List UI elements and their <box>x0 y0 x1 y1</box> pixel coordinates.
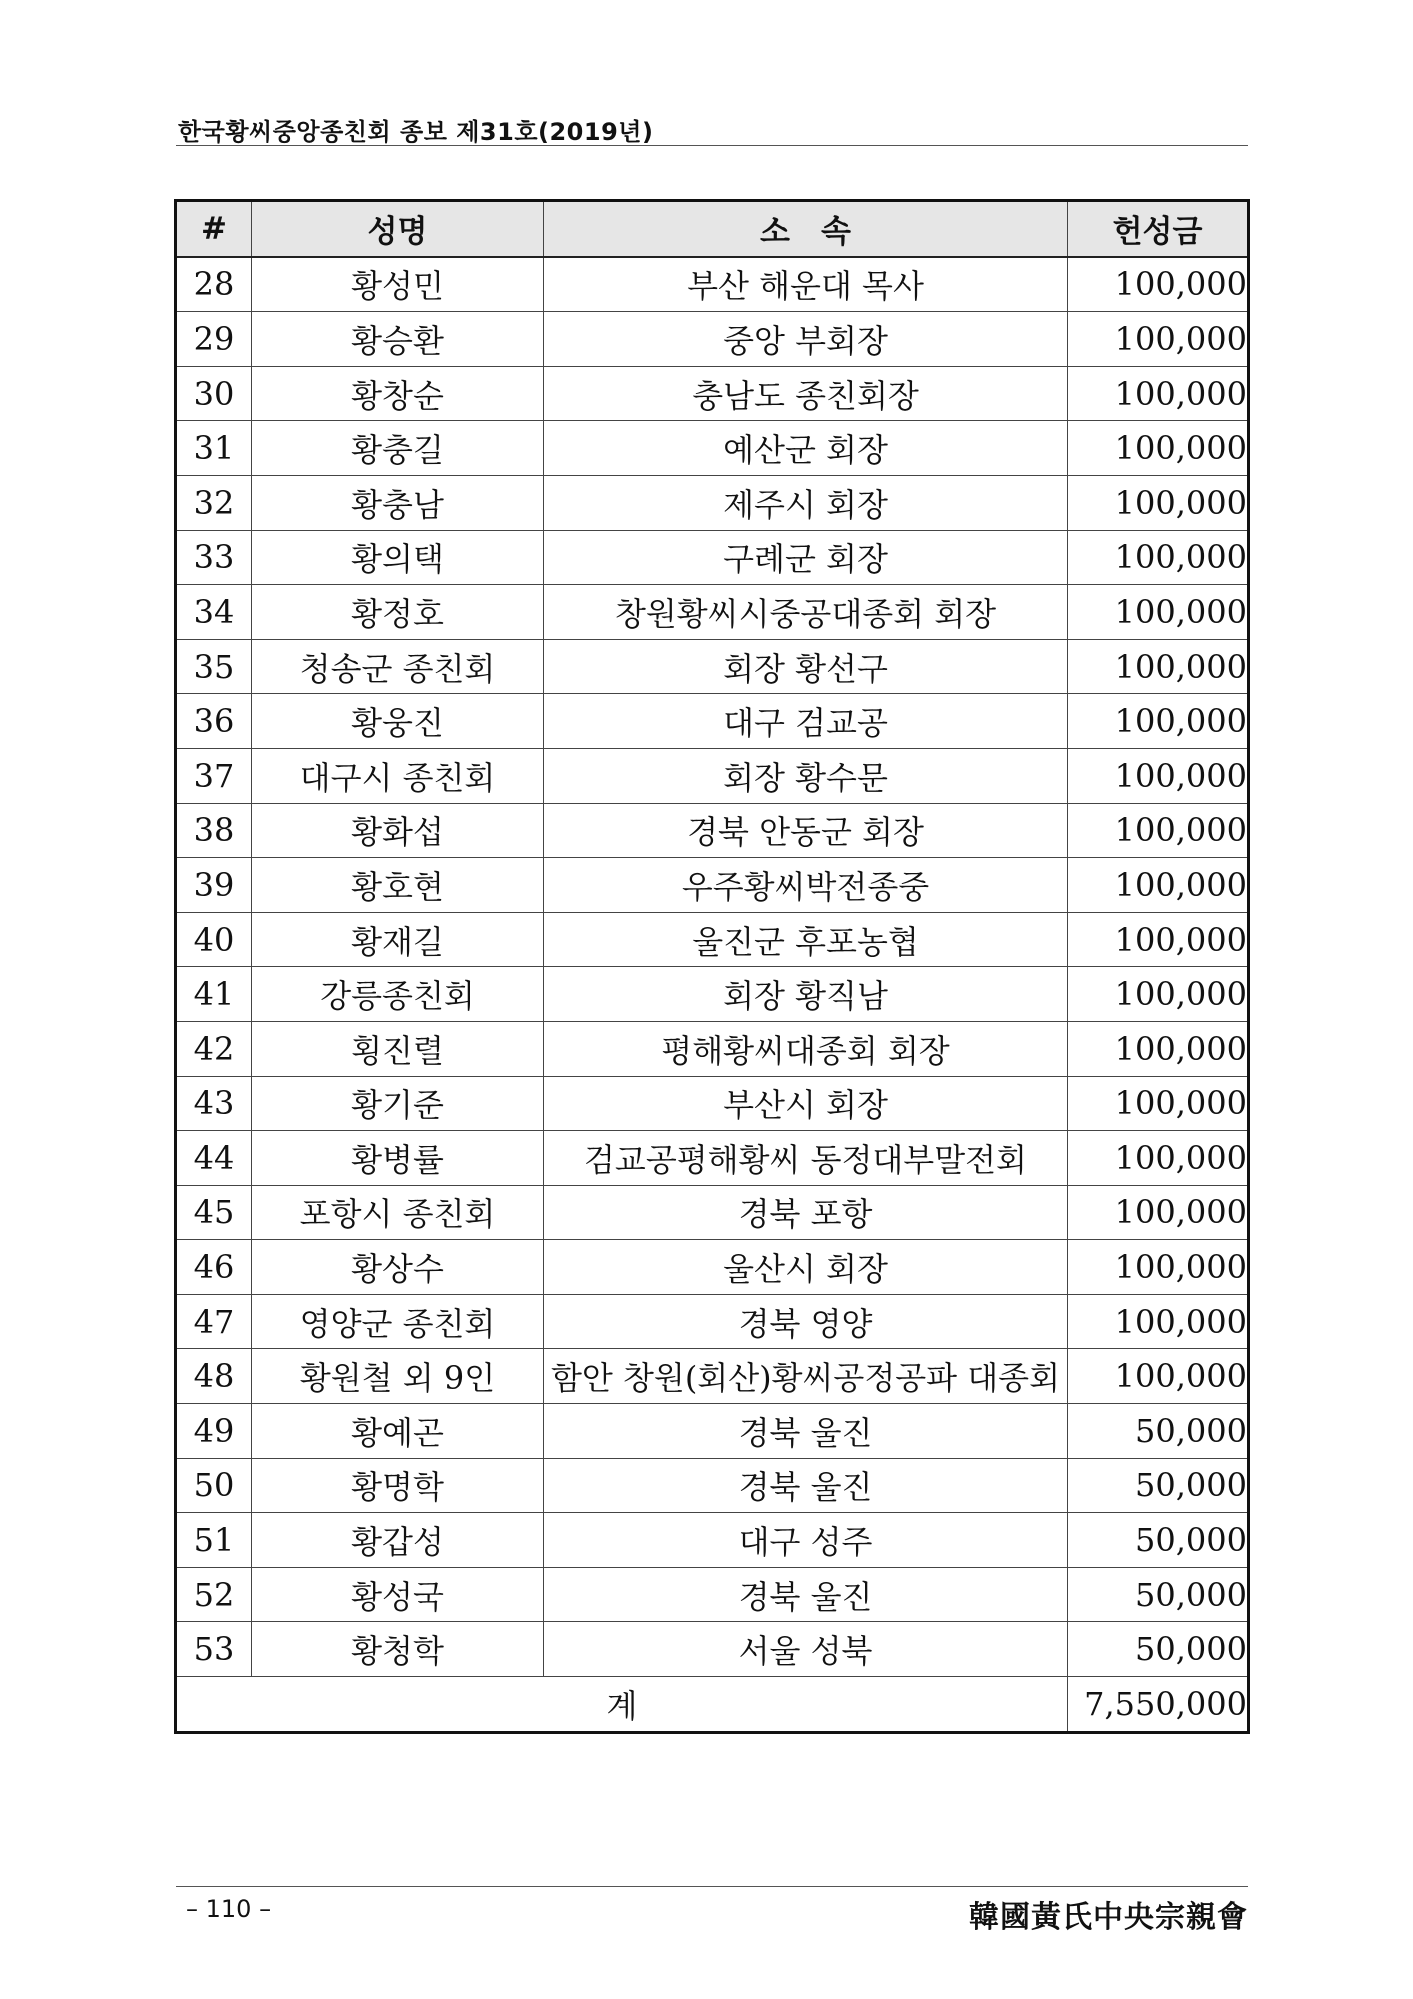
donor-name: 황창순 <box>252 366 544 421</box>
donor-affiliation: 충남도 종친회장 <box>544 366 1068 421</box>
donor-name: 황웅진 <box>252 694 544 749</box>
row-number: 52 <box>176 1567 252 1622</box>
table-row <box>176 530 1249 585</box>
table-row <box>176 1458 1249 1513</box>
donation-amount: 100,000 <box>1068 312 1249 367</box>
table-header-row <box>176 201 1249 257</box>
row-number: 33 <box>176 530 252 585</box>
donation-amount: 100,000 <box>1068 1131 1249 1186</box>
row-number: 37 <box>176 748 252 803</box>
donor-name: 황성국 <box>252 1567 544 1622</box>
donor-name: 포항시 종친회 <box>252 1185 544 1240</box>
table-row <box>176 1076 1249 1131</box>
donor-affiliation: 중앙 부회장 <box>544 312 1068 367</box>
donor-name: 황충남 <box>252 475 544 530</box>
table-row <box>176 639 1249 694</box>
table-row <box>176 366 1249 421</box>
donor-affiliation: 울진군 후포농협 <box>544 912 1068 967</box>
table-row <box>176 1349 1249 1404</box>
column-header-affiliation: 소 속 <box>544 201 1068 257</box>
donor-affiliation: 서울 성북 <box>544 1622 1068 1677</box>
donor-name: 황갑성 <box>252 1513 544 1568</box>
row-number: 34 <box>176 585 252 640</box>
donor-affiliation: 대구 성주 <box>544 1513 1068 1568</box>
row-number: 41 <box>176 967 252 1022</box>
donor-name: 황기준 <box>252 1076 544 1131</box>
donation-amount: 50,000 <box>1068 1622 1249 1677</box>
row-number: 35 <box>176 639 252 694</box>
row-number: 43 <box>176 1076 252 1131</box>
total-label: 계 <box>176 1677 1068 1733</box>
donation-amount: 100,000 <box>1068 858 1249 913</box>
donation-amount: 50,000 <box>1068 1567 1249 1622</box>
donation-amount: 100,000 <box>1068 1076 1249 1131</box>
row-number: 51 <box>176 1513 252 1568</box>
row-number: 30 <box>176 366 252 421</box>
table-row <box>176 803 1249 858</box>
donation-amount: 100,000 <box>1068 967 1249 1022</box>
donor-name: 황병률 <box>252 1131 544 1186</box>
table-row <box>176 1294 1249 1349</box>
donor-name: 황명학 <box>252 1458 544 1513</box>
donor-name: 황성민 <box>252 257 544 312</box>
donation-amount: 100,000 <box>1068 1240 1249 1295</box>
table-row <box>176 1622 1249 1677</box>
row-number: 39 <box>176 858 252 913</box>
donor-affiliation: 제주시 회장 <box>544 475 1068 530</box>
row-number: 36 <box>176 694 252 749</box>
row-number: 46 <box>176 1240 252 1295</box>
organization-name: 韓國黃氏中央宗親會 <box>969 1900 1248 1935</box>
table-row <box>176 585 1249 640</box>
donor-affiliation: 회장 황선구 <box>544 639 1068 694</box>
donation-amount: 100,000 <box>1068 1349 1249 1404</box>
page-header-title: 한국황씨중앙종친회 종보 제31호(2019년) <box>178 118 654 146</box>
page-number: – 110 – <box>186 1895 272 1923</box>
donor-name: 황상수 <box>252 1240 544 1295</box>
donor-affiliation: 우주황씨박전종중 <box>544 858 1068 913</box>
donor-name: 횡진렬 <box>252 1021 544 1076</box>
table-row <box>176 312 1249 367</box>
donor-name: 황화섭 <box>252 803 544 858</box>
donation-amount: 100,000 <box>1068 912 1249 967</box>
donation-amount: 100,000 <box>1068 530 1249 585</box>
row-number: 44 <box>176 1131 252 1186</box>
donor-affiliation: 경북 안동군 회장 <box>544 803 1068 858</box>
donation-amount: 100,000 <box>1068 1294 1249 1349</box>
donation-table <box>174 199 1250 1734</box>
donor-name: 영양군 종친회 <box>252 1294 544 1349</box>
donor-name: 대구시 종친회 <box>252 748 544 803</box>
table-row <box>176 257 1249 312</box>
donation-amount: 50,000 <box>1068 1513 1249 1568</box>
donation-amount: 100,000 <box>1068 748 1249 803</box>
donor-affiliation: 경북 영양 <box>544 1294 1068 1349</box>
column-header-name: 성명 <box>252 201 544 257</box>
donation-amount: 50,000 <box>1068 1404 1249 1459</box>
total-row <box>176 1677 1249 1733</box>
donor-affiliation: 구례군 회장 <box>544 530 1068 585</box>
donation-amount: 100,000 <box>1068 257 1249 312</box>
table-row <box>176 1513 1249 1568</box>
footer-divider <box>176 1886 1248 1887</box>
row-number: 50 <box>176 1458 252 1513</box>
table-row <box>176 1404 1249 1459</box>
donation-amount: 100,000 <box>1068 585 1249 640</box>
table-row <box>176 694 1249 749</box>
donation-amount: 100,000 <box>1068 803 1249 858</box>
donor-affiliation: 회장 황수문 <box>544 748 1068 803</box>
donor-name: 황원철 외 9인 <box>252 1349 544 1404</box>
donor-name: 황호현 <box>252 858 544 913</box>
table-row <box>176 1185 1249 1240</box>
donor-affiliation: 예산군 회장 <box>544 421 1068 476</box>
donor-name: 황예곤 <box>252 1404 544 1459</box>
row-number: 28 <box>176 257 252 312</box>
table-row <box>176 1567 1249 1622</box>
donor-affiliation: 부산 해운대 목사 <box>544 257 1068 312</box>
row-number: 40 <box>176 912 252 967</box>
row-number: 42 <box>176 1021 252 1076</box>
donation-amount: 100,000 <box>1068 1185 1249 1240</box>
row-number: 48 <box>176 1349 252 1404</box>
column-header-number: # <box>176 201 252 257</box>
donation-amount: 100,000 <box>1068 475 1249 530</box>
donor-affiliation: 경북 포항 <box>544 1185 1068 1240</box>
donor-affiliation: 경북 울진 <box>544 1404 1068 1459</box>
table-row <box>176 1131 1249 1186</box>
donation-amount: 100,000 <box>1068 421 1249 476</box>
donor-name: 황정호 <box>252 585 544 640</box>
donation-amount: 100,000 <box>1068 639 1249 694</box>
donor-name: 강릉종친회 <box>252 967 544 1022</box>
donor-affiliation: 경북 울진 <box>544 1567 1068 1622</box>
table-row <box>176 1021 1249 1076</box>
donor-affiliation: 함안 창원(회산)황씨공정공파 대종회 <box>544 1349 1068 1404</box>
donation-amount: 50,000 <box>1068 1458 1249 1513</box>
total-amount: 7,550,000 <box>1068 1677 1249 1733</box>
donor-name: 황의택 <box>252 530 544 585</box>
donor-affiliation: 검교공평해황씨 동정대부말전회 <box>544 1131 1068 1186</box>
donor-affiliation: 대구 검교공 <box>544 694 1068 749</box>
donor-name: 황재길 <box>252 912 544 967</box>
table-row <box>176 748 1249 803</box>
donor-name: 황충길 <box>252 421 544 476</box>
row-number: 31 <box>176 421 252 476</box>
row-number: 53 <box>176 1622 252 1677</box>
donor-affiliation: 창원황씨시중공대종회 회장 <box>544 585 1068 640</box>
donor-name: 청송군 종친회 <box>252 639 544 694</box>
donor-affiliation: 회장 황직남 <box>544 967 1068 1022</box>
table-row <box>176 967 1249 1022</box>
donor-name: 황청학 <box>252 1622 544 1677</box>
donor-affiliation: 울산시 회장 <box>544 1240 1068 1295</box>
column-header-amount: 헌성금 <box>1068 201 1249 257</box>
donor-affiliation: 부산시 회장 <box>544 1076 1068 1131</box>
table-row <box>176 912 1249 967</box>
table-row <box>176 1240 1249 1295</box>
row-number: 38 <box>176 803 252 858</box>
row-number: 49 <box>176 1404 252 1459</box>
header-divider <box>176 145 1248 146</box>
table-row <box>176 475 1249 530</box>
donor-name: 황승환 <box>252 312 544 367</box>
donation-amount: 100,000 <box>1068 1021 1249 1076</box>
table-row <box>176 421 1249 476</box>
row-number: 29 <box>176 312 252 367</box>
table-row <box>176 858 1249 913</box>
row-number: 47 <box>176 1294 252 1349</box>
donor-affiliation: 평해황씨대종회 회장 <box>544 1021 1068 1076</box>
row-number: 45 <box>176 1185 252 1240</box>
donor-affiliation: 경북 울진 <box>544 1458 1068 1513</box>
donation-amount: 100,000 <box>1068 694 1249 749</box>
row-number: 32 <box>176 475 252 530</box>
donation-amount: 100,000 <box>1068 366 1249 421</box>
